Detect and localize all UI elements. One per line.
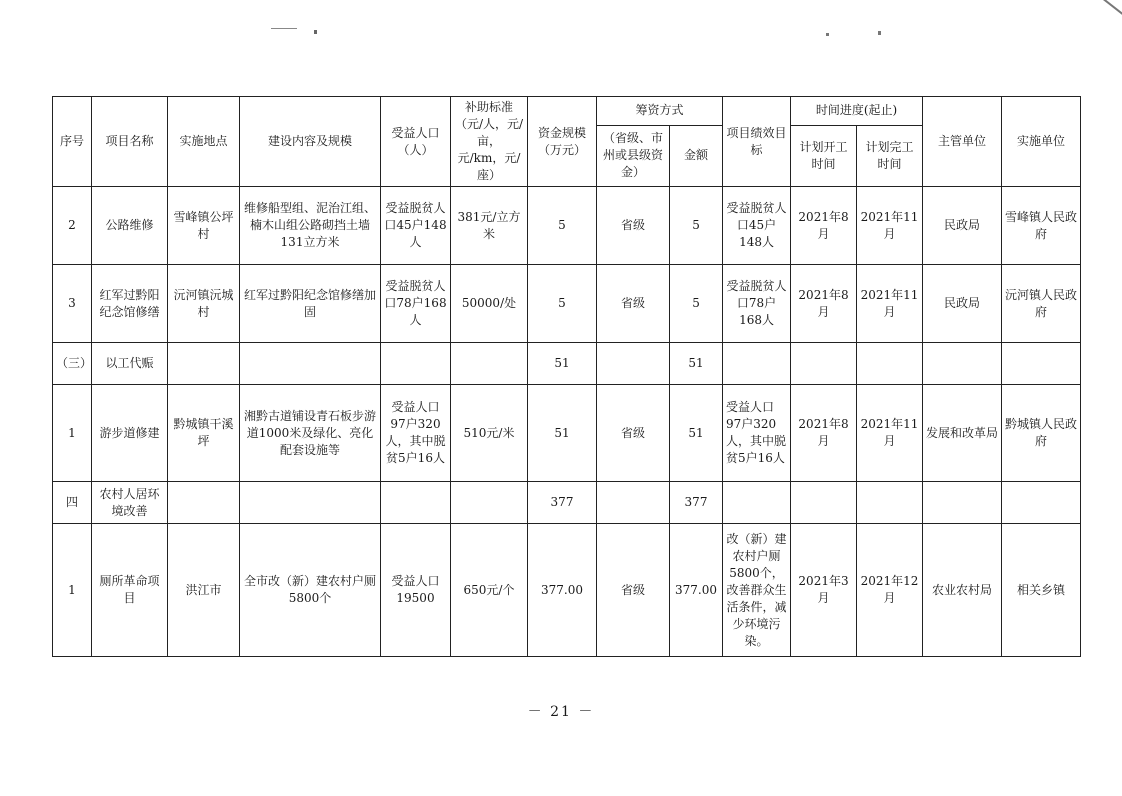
cell-source: 省级 [597, 385, 670, 482]
cell-performance: 受益人口97户320人，其中脱贫5户16人 [723, 385, 791, 482]
cell-content: 湘黔古道铺设青石板步游道1000米及绿化、亮化配套设施等 [240, 385, 381, 482]
page-number: － 21 － [527, 704, 595, 720]
cell-source: 省级 [597, 187, 670, 265]
cell-amount: 51 [670, 343, 723, 385]
cell-amount: 377 [670, 482, 723, 524]
cell-subsidy: 510元/米 [451, 385, 528, 482]
cell-seq: 2 [53, 187, 92, 265]
cell-content [240, 343, 381, 385]
table-row [53, 482, 1081, 524]
cell-end: 2021年11月 [857, 265, 923, 343]
cell-source: 省级 [597, 265, 670, 343]
cell-fund-scale: 377 [528, 482, 597, 524]
cell-seq: 1 [53, 385, 92, 482]
cell-name: 公路维修 [92, 187, 168, 265]
cell-start: 2021年8月 [791, 187, 857, 265]
cell-implementer: 雪峰镇人民政府 [1002, 187, 1081, 265]
cell-content: 全市改（新）建农村户厕5800个 [240, 524, 381, 657]
table-row [53, 385, 1081, 482]
cell-fund-scale: 5 [528, 187, 597, 265]
cell-location: 沅河镇沅城村 [168, 265, 240, 343]
cell-content [240, 482, 381, 524]
cell-beneficiaries [381, 343, 451, 385]
cell-content: 维修船型组、泥治江组、楠木山组公路砌挡土墙131立方米 [240, 187, 381, 265]
project-table [52, 96, 1081, 657]
header-funding-source: （省级、市州或县级资金） [597, 125, 670, 186]
cell-implementer: 相关乡镇 [1002, 524, 1081, 657]
cell-amount: 51 [670, 385, 723, 482]
cell-subsidy: 50000/处 [451, 265, 528, 343]
header-authority: 主管单位 [923, 97, 1002, 187]
header-name: 项目名称 [92, 97, 168, 187]
cell-name: 厕所革命项目 [92, 524, 168, 657]
scan-artifact [826, 33, 829, 36]
cell-fund-scale: 377.00 [528, 524, 597, 657]
header-subsidy: 补助标准（元/人，元/亩，元/km，元/座） [451, 97, 528, 187]
cell-start: 2021年3月 [791, 524, 857, 657]
table-row [53, 343, 1081, 385]
cell-performance: 受益脱贫人口45户148人 [723, 187, 791, 265]
header-end: 计划完工时间 [857, 125, 923, 186]
cell-end: 2021年12月 [857, 524, 923, 657]
scan-artifact [878, 31, 881, 35]
cell-beneficiaries: 受益脱贫人口78户168人 [381, 265, 451, 343]
cell-beneficiaries: 受益人口97户320人，其中脱贫5户16人 [381, 385, 451, 482]
cell-subsidy: 650元/个 [451, 524, 528, 657]
cell-start [791, 343, 857, 385]
cell-start: 2021年8月 [791, 265, 857, 343]
cell-beneficiaries [381, 482, 451, 524]
cell-implementer: 沅河镇人民政府 [1002, 265, 1081, 343]
cell-implementer [1002, 343, 1081, 385]
cell-seq: 1 [53, 524, 92, 657]
cell-performance: 改（新）建农村户厕5800个，改善群众生活条件，减少环境污染。 [723, 524, 791, 657]
cell-beneficiaries: 受益人口19500 [381, 524, 451, 657]
cell-end [857, 343, 923, 385]
header-beneficiaries: 受益人口（人） [381, 97, 451, 187]
cell-seq: （三） [53, 343, 92, 385]
cell-seq: 3 [53, 265, 92, 343]
cell-fund-scale: 51 [528, 385, 597, 482]
cell-location [168, 482, 240, 524]
cell-name: 以工代赈 [92, 343, 168, 385]
header-content: 建设内容及规模 [240, 97, 381, 187]
cell-location: 黔城镇干溪坪 [168, 385, 240, 482]
header-implementer: 实施单位 [1002, 97, 1081, 187]
cell-performance [723, 482, 791, 524]
cell-content: 红军过黔阳纪念馆修缮加固 [240, 265, 381, 343]
cell-authority [923, 482, 1002, 524]
cell-name: 红军过黔阳纪念馆修缮 [92, 265, 168, 343]
cell-seq: 四 [53, 482, 92, 524]
cell-location: 洪江市 [168, 524, 240, 657]
cell-start [791, 482, 857, 524]
header-start: 计划开工时间 [791, 125, 857, 186]
cell-location: 雪峰镇公坪村 [168, 187, 240, 265]
cell-subsidy [451, 482, 528, 524]
cell-location [168, 343, 240, 385]
scan-artifact [271, 28, 297, 29]
cell-subsidy: 381元/立方米 [451, 187, 528, 265]
cell-amount: 377.00 [670, 524, 723, 657]
cell-name: 游步道修建 [92, 385, 168, 482]
header-schedule: 时间进度(起止) [791, 97, 923, 126]
cell-end [857, 482, 923, 524]
header-amount: 金额 [670, 125, 723, 186]
scan-corner-edge [1087, 0, 1122, 25]
cell-beneficiaries: 受益脱贫人口45户148人 [381, 187, 451, 265]
cell-fund-scale: 51 [528, 343, 597, 385]
header-fund-scale: 资金规模（万元） [528, 97, 597, 187]
cell-source [597, 482, 670, 524]
cell-authority: 民政局 [923, 265, 1002, 343]
table-row [53, 524, 1081, 657]
cell-authority: 农业农村局 [923, 524, 1002, 657]
cell-end: 2021年11月 [857, 385, 923, 482]
cell-authority [923, 343, 1002, 385]
cell-authority: 民政局 [923, 187, 1002, 265]
cell-source: 省级 [597, 524, 670, 657]
cell-amount: 5 [670, 265, 723, 343]
cell-performance: 受益脱贫人口78户168人 [723, 265, 791, 343]
cell-authority: 发展和改革局 [923, 385, 1002, 482]
table-row [53, 187, 1081, 265]
cell-end: 2021年11月 [857, 187, 923, 265]
header-funding-method: 筹资方式 [597, 97, 723, 126]
table-row [53, 265, 1081, 343]
cell-subsidy [451, 343, 528, 385]
cell-amount: 5 [670, 187, 723, 265]
cell-performance [723, 343, 791, 385]
cell-start: 2021年8月 [791, 385, 857, 482]
header-performance: 项目绩效目标 [723, 97, 791, 187]
cell-source [597, 343, 670, 385]
header-location: 实施地点 [168, 97, 240, 187]
cell-implementer: 黔城镇人民政府 [1002, 385, 1081, 482]
scan-artifact [314, 30, 317, 34]
header-seq: 序号 [53, 97, 92, 187]
cell-fund-scale: 5 [528, 265, 597, 343]
cell-implementer [1002, 482, 1081, 524]
cell-name: 农村人居环境改善 [92, 482, 168, 524]
